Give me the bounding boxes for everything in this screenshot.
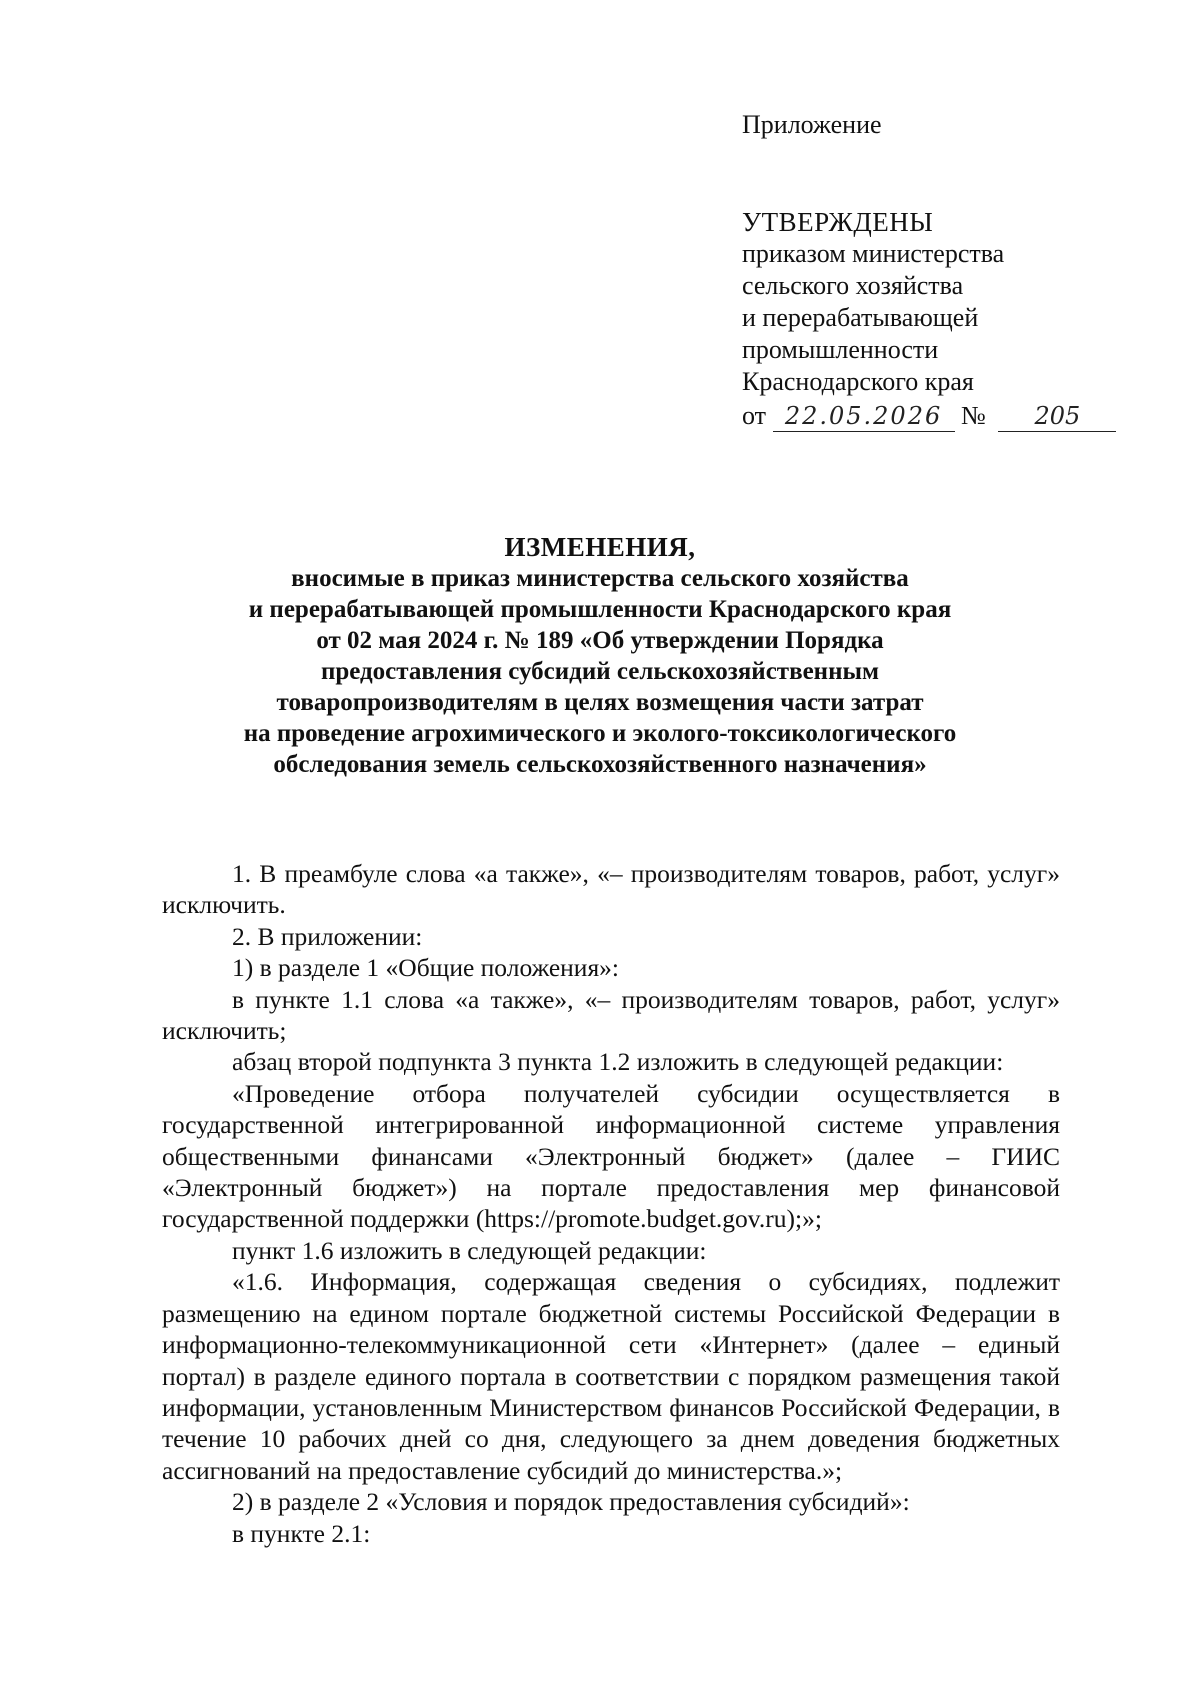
approved-title: УТВЕРЖДЕНЫ xyxy=(742,207,934,237)
approved-line: приказом министерства xyxy=(742,239,1005,268)
body-paragraph: абзац второй подпункта 3 пункта 1.2 изложить в следующей редакции: xyxy=(232,1047,1004,1077)
appendix-label: Приложение xyxy=(742,110,882,139)
approved-line: Краснодарского края xyxy=(742,367,974,396)
body-paragraph: «Проведение отбора получателей субсидии осуществляется в государственной интегрированной информационной системе управления общественными финансами «Электронный бюджет» (далее – ГИИС «Электронный бюджет») на портале предоставления мер финансовой государственной поддержки (https://promote.budget.gov.ru);»; xyxy=(162,1078,1060,1234)
date-prefix: от xyxy=(742,401,767,430)
body-paragraph: в пункте 2.1: xyxy=(232,1518,371,1548)
order-date-line xyxy=(742,400,1116,432)
approved-line: сельского хозяйства xyxy=(742,271,964,300)
title-line: предоставления субсидий сельскохозяйственным xyxy=(320,658,880,685)
title-line: на проведение агрохимического и эколого-токсикологического xyxy=(243,720,957,747)
number-sign: № xyxy=(961,401,986,430)
body-paragraph: 2. В приложении: xyxy=(232,921,423,951)
document-title xyxy=(150,532,1050,780)
body-paragraph: 1) в разделе 1 «Общие положения»: xyxy=(232,953,620,983)
body-paragraph: 2) в разделе 2 «Условия и порядок предоставления субсидий»: xyxy=(232,1487,910,1517)
title-line: и перерабатывающей промышленности Краснодарского края xyxy=(248,596,952,623)
body-paragraph: 1. В преамбуле слова «а также», «– производителям товаров, работ, услуг» исключить. xyxy=(162,859,1060,920)
approved-line: промышленности xyxy=(742,335,939,364)
title-main: ИЗМЕНЕНИЯ, xyxy=(504,532,696,562)
title-line: товаропроизводителям в целях возмещения части затрат xyxy=(276,689,924,716)
document-body xyxy=(162,858,1060,1549)
title-line: от 02 мая 2024 г. № 189 «Об утверждении Порядка xyxy=(316,627,884,654)
handwritten-date: 22.05.2026 xyxy=(773,401,955,432)
body-paragraph: в пункте 1.1 слова «а также», «– производителям товаров, работ, услуг» исключить; xyxy=(162,984,1060,1046)
title-line: вносимые в приказ министерства сельского хозяйства xyxy=(291,565,909,592)
body-paragraph: пункт 1.6 изложить в следующей редакции: xyxy=(232,1235,707,1265)
approval-block xyxy=(742,206,1116,432)
approved-line: и перерабатывающей xyxy=(742,303,979,332)
title-line: обследования земель сельскохозяйственного назначения» xyxy=(273,751,927,778)
body-paragraph: «1.6. Информация, содержащая сведения о субсидиях, подлежит размещению на едином портале бюджетной системы Российской Федерации в информационно-телекоммуникационной сети «Интернет» (далее – единый портал) в разделе единого портала в соответствии с порядком размещения такой информации, установленным Министерством финансов Российской Федерации, в течение 10 рабочих дней со дня, следующего за днем доведения бюджетных ассигнований на предоставление субсидий до министерства.»; xyxy=(162,1267,1060,1485)
handwritten-number: 205 xyxy=(998,401,1116,432)
